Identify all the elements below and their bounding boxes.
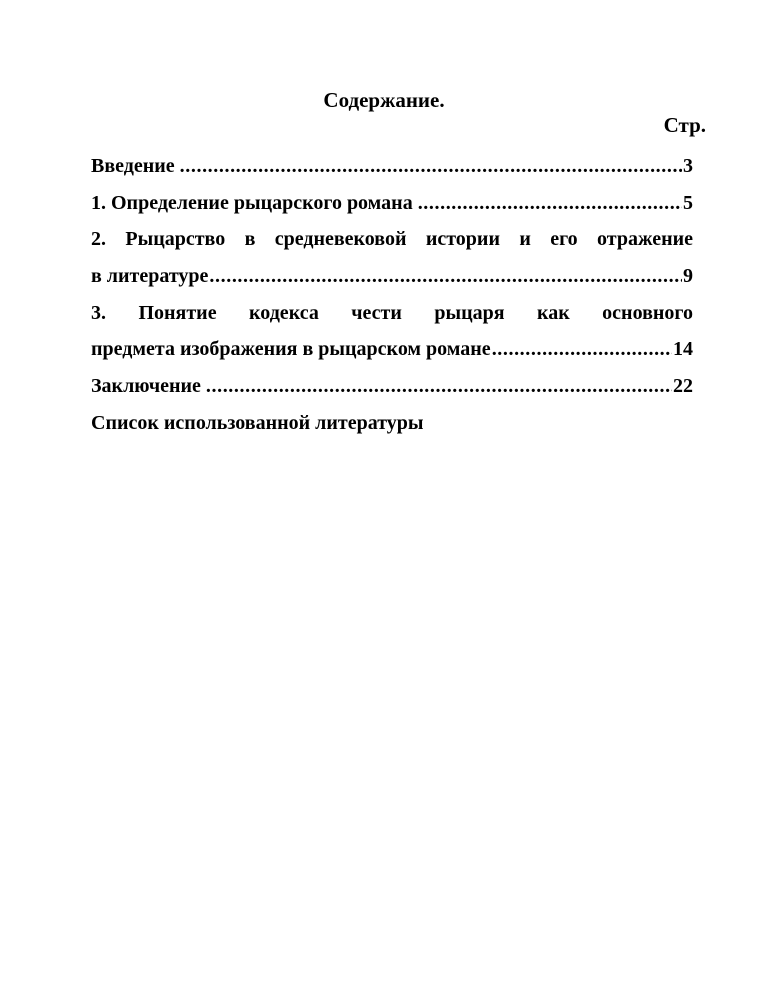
toc-entry-page: 22 (673, 375, 693, 398)
toc-entry-page: 14 (673, 338, 693, 361)
dot-leader (209, 258, 682, 295)
toc-entry-page: 9 (683, 265, 693, 288)
toc-entry-conclusion (91, 368, 693, 405)
toc-entry-references: Список использованной литературы (91, 411, 424, 434)
toc-entry-chapter-2-line-1: 2. Рыцарство в средневековой истории и его отражение (91, 228, 693, 251)
dot-leader (206, 368, 672, 405)
toc-entry-title: Заключение (91, 375, 201, 398)
dot-leader (492, 331, 672, 368)
dot-leader (418, 185, 682, 222)
toc-entry-title: предмета изображения в рыцарском романе (91, 338, 491, 361)
toc-entry-chapter-2-line-2 (91, 258, 693, 295)
toc-entry-title: в литературе (91, 265, 209, 288)
toc-entry-chapter-1 (91, 185, 693, 222)
toc-entry-chapter-3-line-2 (91, 331, 693, 368)
dot-leader (180, 148, 682, 185)
toc-entry-title: Введение (91, 155, 175, 177)
toc-entry-chapter-3-line-1: 3. Понятие кодекса чести рыцаря как основного (91, 301, 693, 324)
page-column-label: Стр. (663, 113, 706, 137)
toc-entry-title: 1. Определение рыцарского романа (91, 191, 413, 214)
document-title: Содержание. (323, 88, 445, 112)
toc-entry-page: 5 (683, 191, 693, 214)
table-of-contents (91, 148, 693, 442)
toc-entry-intro (91, 148, 693, 185)
toc-entry-page: 3 (683, 155, 693, 177)
